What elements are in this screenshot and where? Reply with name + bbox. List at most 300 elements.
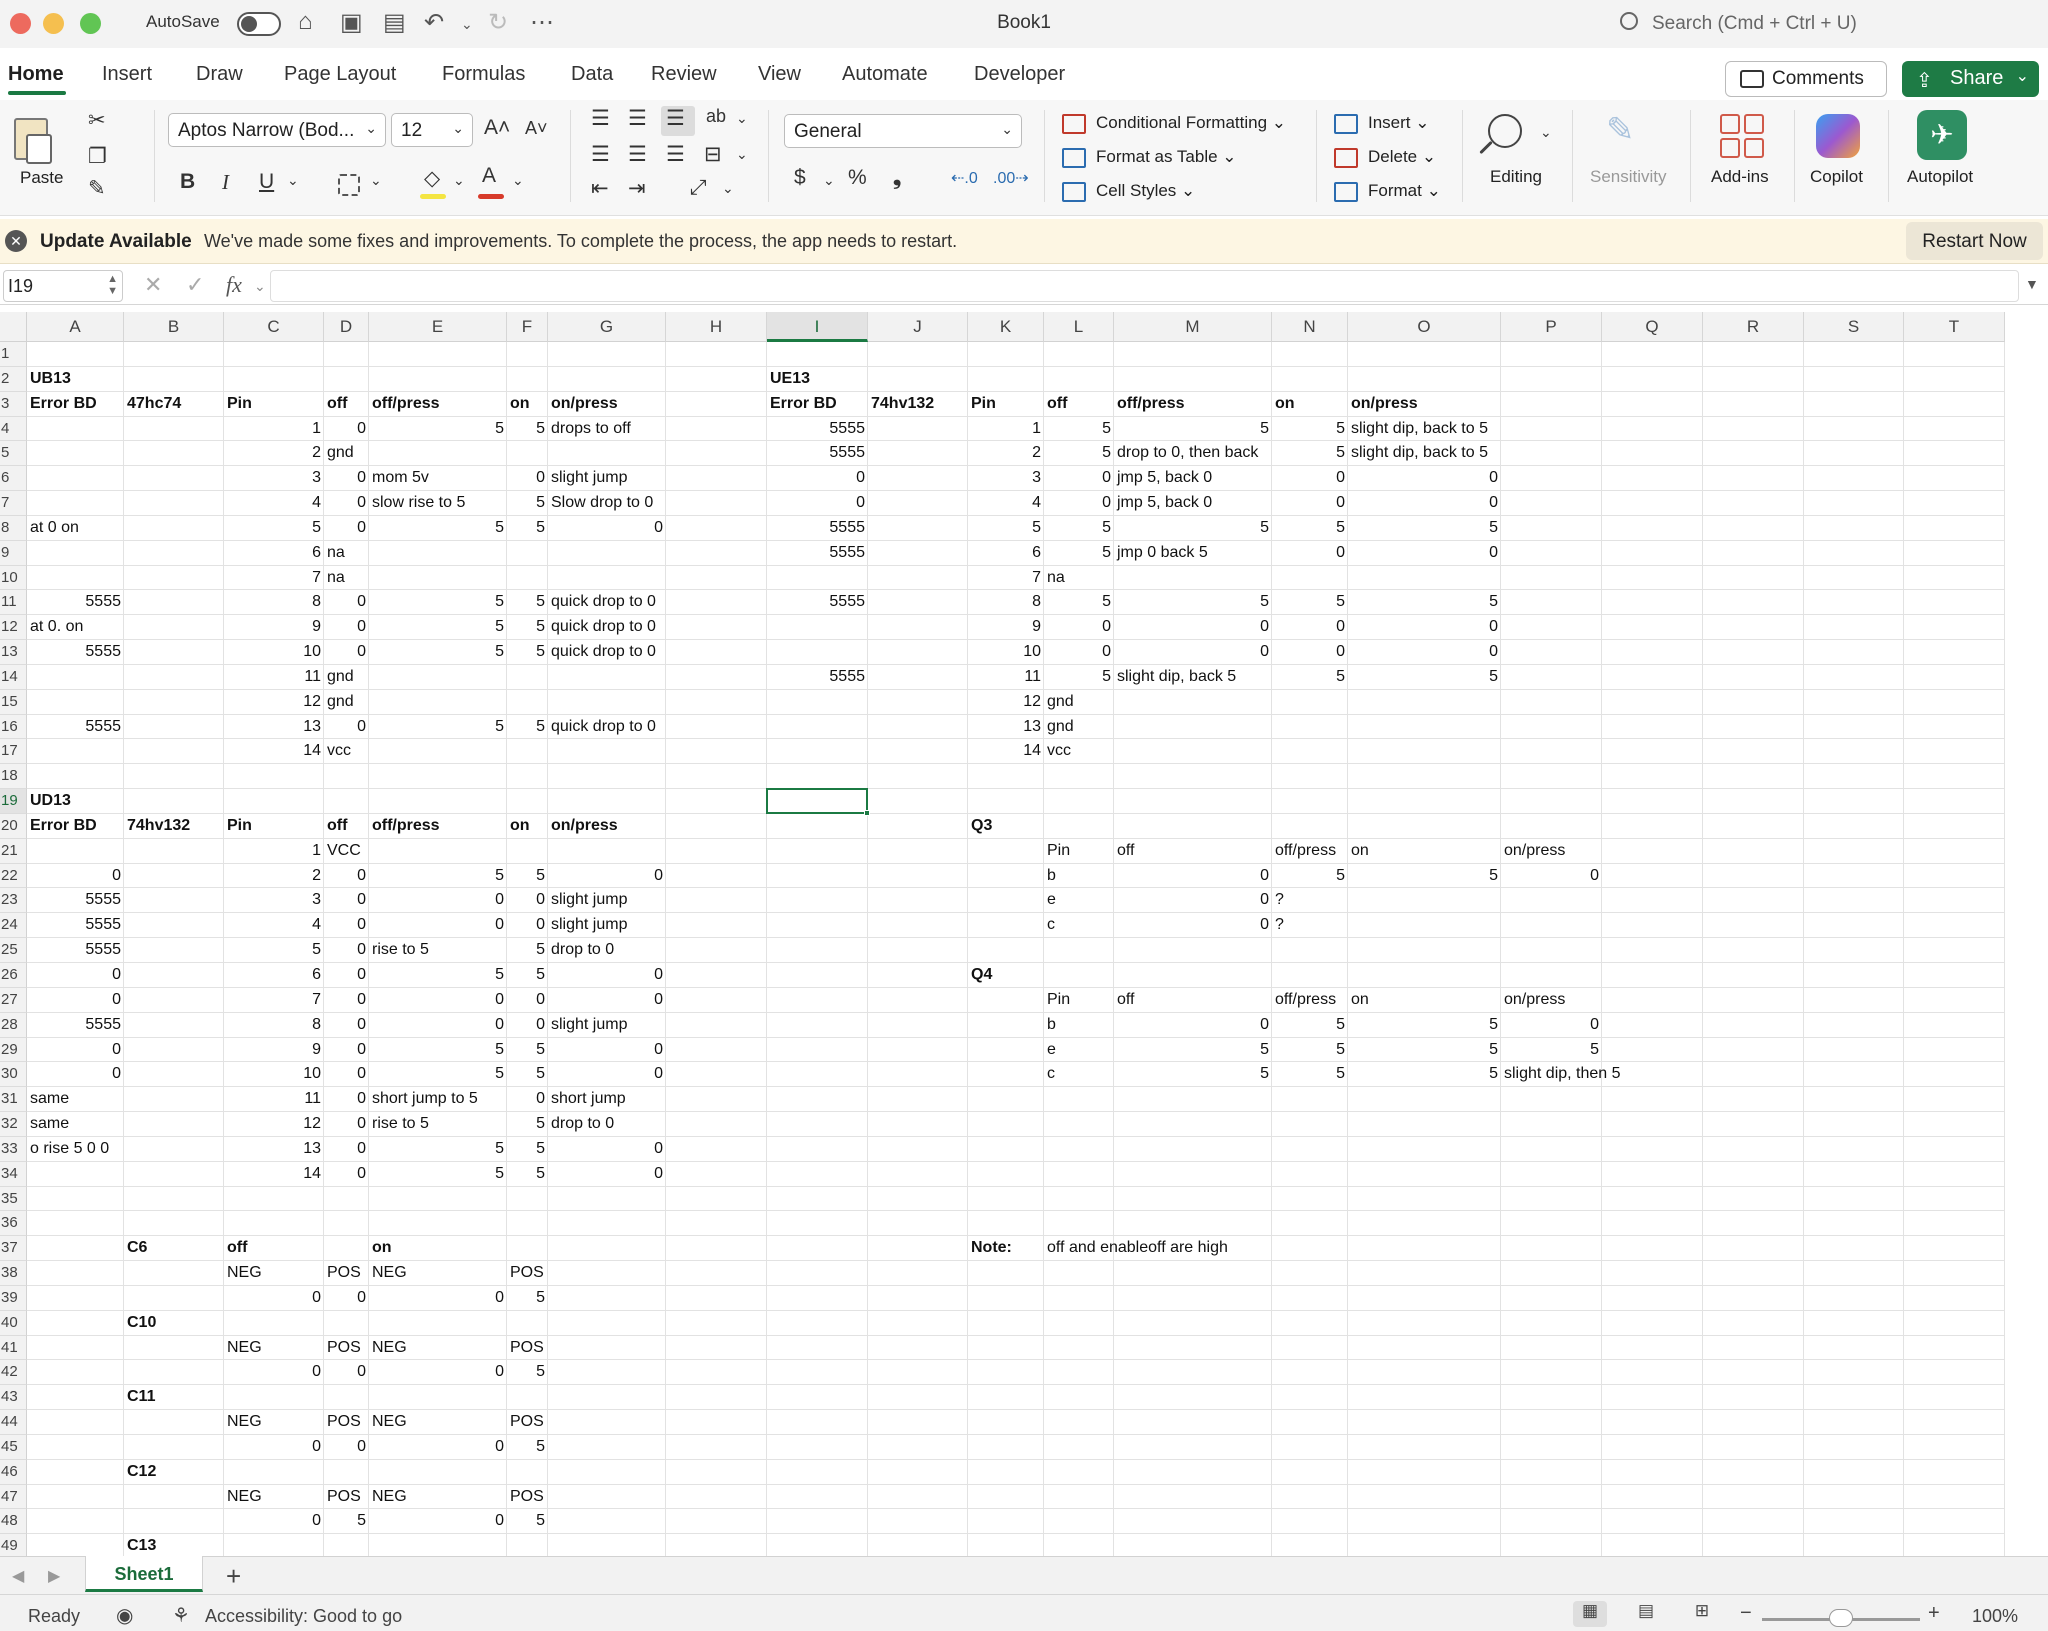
cell-k20[interactable]: Q3: [971, 816, 993, 834]
cell-d48[interactable]: 5: [357, 1512, 366, 1530]
cell-g8[interactable]: 0: [654, 518, 663, 536]
column-header-h[interactable]: H: [666, 312, 767, 342]
row-header-46[interactable]: 46: [0, 1460, 27, 1485]
cell-m5[interactable]: drop to 0, then back: [1117, 444, 1259, 462]
align-top-icon[interactable]: ☰: [591, 107, 610, 130]
cell-a23[interactable]: 5555: [85, 891, 121, 909]
borders-dropdown-chevron-icon[interactable]: ⌄: [370, 172, 382, 188]
row-header-32[interactable]: 32: [0, 1112, 27, 1137]
cell-c20[interactable]: Pin: [227, 816, 252, 834]
cell-n11[interactable]: 5: [1336, 593, 1345, 611]
cell-e48[interactable]: 0: [495, 1512, 504, 1530]
cell-i11[interactable]: 5555: [829, 593, 865, 611]
bold-button[interactable]: B: [180, 170, 196, 193]
cell-d10[interactable]: na: [327, 568, 345, 586]
row-header-9[interactable]: 9: [0, 541, 27, 566]
cell-f38[interactable]: POS: [510, 1264, 544, 1282]
cell-e26[interactable]: 5: [495, 966, 504, 983]
cell-e31[interactable]: short jump to 5: [372, 1090, 478, 1108]
cell-c5[interactable]: 2: [312, 444, 321, 462]
cell-f32[interactable]: 5: [536, 1115, 545, 1133]
spreadsheet-grid[interactable]: [0, 312, 2048, 1556]
cell-o29[interactable]: 5: [1489, 1040, 1498, 1058]
cell-d26[interactable]: 0: [357, 966, 366, 983]
cell-m22[interactable]: 0: [1260, 866, 1269, 884]
row-header-47[interactable]: 47: [0, 1485, 27, 1510]
column-header-p[interactable]: P: [1501, 312, 1602, 342]
cell-k26[interactable]: Q4: [971, 966, 993, 983]
cell-p22[interactable]: 0: [1590, 866, 1599, 884]
cell-c25[interactable]: 5: [312, 941, 321, 959]
cell-d14[interactable]: gnd: [327, 667, 354, 685]
cell-b46[interactable]: C12: [127, 1462, 157, 1480]
cell-i6[interactable]: 0: [856, 469, 865, 487]
cell-l8[interactable]: 5: [1102, 518, 1111, 536]
cell-g28[interactable]: slight jump: [551, 1015, 628, 1033]
cell-o12[interactable]: 0: [1489, 618, 1498, 636]
cell-n8[interactable]: 5: [1336, 518, 1345, 536]
row-header-23[interactable]: 23: [0, 888, 27, 913]
cell-e22[interactable]: 5: [495, 866, 504, 884]
row-header-24[interactable]: 24: [0, 913, 27, 938]
row-header-13[interactable]: 13: [0, 640, 27, 665]
close-notification-icon[interactable]: ✕: [5, 230, 27, 252]
cell-d23[interactable]: 0: [357, 891, 366, 909]
cell-n5[interactable]: 5: [1336, 444, 1345, 462]
cell-f47[interactable]: POS: [510, 1487, 544, 1505]
cell-a32[interactable]: same: [30, 1115, 70, 1133]
cell-o21[interactable]: on: [1351, 841, 1369, 859]
cell-g13[interactable]: quick drop to 0: [551, 643, 656, 661]
column-header-q[interactable]: Q: [1602, 312, 1703, 342]
cell-f12[interactable]: 5: [536, 618, 545, 636]
cell-d22[interactable]: 0: [357, 866, 366, 884]
search-input[interactable]: Search (Cmd + Ctrl + U): [1652, 13, 1857, 34]
cell-i14[interactable]: 5555: [829, 667, 865, 685]
cell-c6[interactable]: 3: [312, 469, 321, 487]
decrease-font-size-icon[interactable]: A˅: [525, 118, 548, 138]
cell-c26[interactable]: 6: [312, 966, 321, 983]
cell-d21[interactable]: VCC: [327, 841, 361, 859]
cell-d20[interactable]: off: [327, 816, 348, 834]
cell-l16[interactable]: gnd: [1047, 717, 1074, 735]
font-name-dropdown[interactable]: [168, 113, 386, 147]
cell-c23[interactable]: 3: [312, 891, 321, 909]
cell-o30[interactable]: 5: [1489, 1065, 1498, 1083]
cell-o7[interactable]: 0: [1489, 494, 1498, 512]
cell-g26[interactable]: 0: [654, 966, 663, 983]
cell-c34[interactable]: 14: [303, 1164, 321, 1182]
page-break-view-icon[interactable]: ⊞: [1694, 1601, 1710, 1620]
column-header-f[interactable]: F: [507, 312, 548, 342]
cell-m4[interactable]: 5: [1260, 419, 1269, 437]
conditional-formatting-button[interactable]: Conditional Formatting ⌄: [1062, 113, 1286, 133]
cell-c14[interactable]: 11: [304, 667, 321, 685]
row-header-37[interactable]: 37: [0, 1236, 27, 1261]
cell-d33[interactable]: 0: [357, 1139, 366, 1157]
insert-cells-button[interactable]: Insert ⌄: [1334, 113, 1430, 133]
cell-g29[interactable]: 0: [654, 1040, 663, 1058]
cancel-entry-icon[interactable]: ✕: [144, 272, 163, 297]
underline-button[interactable]: U: [259, 170, 275, 193]
cell-l3[interactable]: off: [1047, 394, 1068, 412]
column-header-a[interactable]: A: [27, 312, 124, 342]
cell-l30[interactable]: c: [1047, 1065, 1055, 1083]
cell-e33[interactable]: 5: [495, 1139, 504, 1157]
cell-k8[interactable]: 5: [1032, 518, 1041, 536]
cell-f45[interactable]: 5: [536, 1437, 545, 1455]
cell-p28[interactable]: 0: [1590, 1015, 1599, 1033]
cell-k14[interactable]: 11: [1024, 667, 1041, 685]
cell-k7[interactable]: 4: [1032, 494, 1041, 512]
cell-d31[interactable]: 0: [357, 1090, 366, 1108]
cell-g23[interactable]: slight jump: [551, 891, 628, 909]
cell-m27[interactable]: off: [1117, 990, 1135, 1008]
column-header-b[interactable]: B: [124, 312, 224, 342]
cell-b40[interactable]: C10: [127, 1313, 157, 1331]
cell-k12[interactable]: 9: [1032, 618, 1041, 636]
cell-g12[interactable]: quick drop to 0: [551, 618, 656, 636]
cell-g20[interactable]: on/press: [551, 816, 618, 834]
editing-label[interactable]: Editing: [1490, 167, 1542, 186]
cell-o14[interactable]: 5: [1489, 667, 1498, 685]
accessibility-status[interactable]: Accessibility: Good to go: [205, 1606, 403, 1626]
cell-e7[interactable]: slow rise to 5: [372, 494, 466, 512]
cell-c8[interactable]: 5: [312, 518, 321, 536]
cell-l29[interactable]: e: [1047, 1040, 1056, 1058]
cell-a27[interactable]: 0: [112, 990, 121, 1008]
cell-g27[interactable]: 0: [654, 990, 663, 1008]
cell-k5[interactable]: 2: [1032, 444, 1041, 462]
macro-record-icon[interactable]: ◉: [116, 1605, 134, 1627]
row-header-30[interactable]: 30: [0, 1062, 27, 1087]
cell-c11[interactable]: 8: [312, 593, 321, 611]
name-box[interactable]: [3, 270, 123, 302]
cell-c3[interactable]: Pin: [227, 394, 252, 412]
cell-f44[interactable]: POS: [510, 1413, 544, 1431]
cell-f30[interactable]: 5: [536, 1065, 545, 1083]
row-header-25[interactable]: 25: [0, 938, 27, 963]
orientation-dropdown-chevron-icon[interactable]: ⌄: [736, 110, 748, 126]
cell-a26[interactable]: 0: [112, 966, 121, 983]
cell-f16[interactable]: 5: [536, 717, 545, 735]
cell-p27[interactable]: on/press: [1504, 990, 1566, 1008]
fill-dropdown-chevron-icon[interactable]: ⌄: [453, 172, 465, 188]
merge-dropdown-chevron-icon[interactable]: ⌄: [722, 180, 734, 196]
cell-i7[interactable]: 0: [856, 494, 865, 512]
tab-data[interactable]: Data: [571, 63, 614, 85]
row-header-34[interactable]: 34: [0, 1162, 27, 1187]
cell-b20[interactable]: 74hv132: [127, 816, 191, 834]
cell-d41[interactable]: POS: [327, 1338, 361, 1356]
cell-l6[interactable]: 0: [1102, 469, 1111, 487]
formula-input[interactable]: [270, 270, 2019, 302]
cell-n4[interactable]: 5: [1336, 419, 1345, 437]
cell-c4[interactable]: 1: [312, 419, 321, 437]
row-header-2[interactable]: 2: [0, 367, 27, 392]
sheet-tab-sheet1[interactable]: Sheet1: [85, 1556, 203, 1592]
currency-button[interactable]: $: [794, 166, 806, 189]
cell-c9[interactable]: 6: [312, 543, 321, 561]
font-color-dropdown-chevron-icon[interactable]: ⌄: [512, 172, 524, 188]
currency-dropdown-chevron-icon[interactable]: ⌄: [823, 172, 835, 188]
cell-d15[interactable]: gnd: [327, 692, 354, 710]
share-button[interactable]: [1902, 61, 2039, 97]
align-right-icon[interactable]: ☰: [666, 143, 685, 166]
row-header-36[interactable]: 36: [0, 1211, 27, 1236]
cell-l21[interactable]: Pin: [1047, 841, 1071, 859]
align-middle-icon[interactable]: ☰: [628, 107, 647, 130]
row-header-48[interactable]: 48: [0, 1509, 27, 1534]
cell-i3[interactable]: Error BD: [770, 394, 837, 412]
cell-l5[interactable]: 5: [1102, 444, 1111, 462]
cell-m21[interactable]: off: [1117, 841, 1135, 859]
cell-l37[interactable]: off and enableoff are high: [1047, 1239, 1228, 1257]
cell-e24[interactable]: 0: [495, 916, 504, 934]
tab-review[interactable]: Review: [651, 63, 717, 85]
restart-now-button[interactable]: Restart Now: [1906, 222, 2043, 260]
column-header-s[interactable]: S: [1804, 312, 1904, 342]
cell-i8[interactable]: 5555: [829, 518, 865, 536]
cell-g6[interactable]: slight jump: [551, 469, 628, 487]
cell-k15[interactable]: 12: [1023, 692, 1041, 710]
cell-o9[interactable]: 0: [1489, 543, 1498, 561]
percent-button[interactable]: %: [848, 166, 867, 189]
add-ins-icon[interactable]: [1720, 114, 1740, 134]
cell-f3[interactable]: on: [510, 394, 530, 412]
confirm-entry-icon[interactable]: ✓: [186, 272, 205, 297]
copilot-icon[interactable]: [1816, 114, 1860, 158]
cell-c44[interactable]: NEG: [227, 1413, 262, 1431]
wrap-text-icon[interactable]: ⊟: [704, 143, 722, 166]
cell-a12[interactable]: at 0. on: [30, 618, 84, 636]
cell-d27[interactable]: 0: [357, 990, 366, 1008]
cell-f6[interactable]: 0: [536, 469, 545, 487]
paste-label[interactable]: Paste: [20, 168, 64, 187]
row-header-7[interactable]: 7: [0, 491, 27, 516]
row-header-43[interactable]: 43: [0, 1385, 27, 1410]
cell-l10[interactable]: na: [1047, 568, 1065, 586]
fill-color-icon[interactable]: ◇: [424, 167, 441, 190]
cell-d4[interactable]: 0: [357, 419, 366, 437]
cell-k6[interactable]: 3: [1032, 469, 1041, 487]
cell-e13[interactable]: 5: [495, 643, 504, 661]
cell-k10[interactable]: 7: [1032, 568, 1041, 586]
cell-n3[interactable]: on: [1275, 394, 1295, 412]
cell-l28[interactable]: b: [1047, 1015, 1056, 1033]
cell-e8[interactable]: 5: [495, 518, 504, 536]
cell-l9[interactable]: 5: [1102, 543, 1111, 561]
cell-g25[interactable]: drop to 0: [551, 941, 615, 959]
cell-o6[interactable]: 0: [1489, 469, 1498, 487]
tab-home[interactable]: Home: [8, 63, 64, 85]
cell-e45[interactable]: 0: [495, 1437, 504, 1455]
cell-f33[interactable]: 5: [536, 1139, 545, 1157]
cell-l7[interactable]: 0: [1102, 494, 1111, 512]
cell-d13[interactable]: 0: [357, 643, 366, 661]
cell-e11[interactable]: 5: [495, 593, 504, 611]
align-left-icon[interactable]: ☰: [591, 143, 610, 166]
cell-c16[interactable]: 13: [303, 717, 321, 735]
cell-m29[interactable]: 5: [1260, 1040, 1269, 1058]
cell-c48[interactable]: 0: [312, 1512, 321, 1530]
cell-i2[interactable]: UE13: [770, 369, 811, 387]
row-header-10[interactable]: 10: [0, 566, 27, 591]
cell-d17[interactable]: vcc: [327, 742, 351, 760]
cell-f34[interactable]: 5: [536, 1164, 545, 1182]
cell-n22[interactable]: 5: [1336, 866, 1345, 884]
row-header-28[interactable]: 28: [0, 1013, 27, 1038]
cell-g3[interactable]: on/press: [551, 394, 618, 412]
cell-a31[interactable]: same: [30, 1090, 70, 1108]
row-header-35[interactable]: 35: [0, 1187, 27, 1212]
row-header-12[interactable]: 12: [0, 615, 27, 640]
cell-b37[interactable]: C6: [127, 1239, 148, 1257]
cell-e16[interactable]: 5: [495, 717, 504, 735]
cell-l14[interactable]: 5: [1102, 667, 1111, 685]
row-header-11[interactable]: 11: [0, 590, 27, 615]
cell-a3[interactable]: Error BD: [30, 394, 97, 412]
row-header-15[interactable]: 15: [0, 690, 27, 715]
cell-d47[interactable]: POS: [327, 1487, 361, 1505]
insert-function-button[interactable]: fx: [226, 272, 242, 297]
italic-button[interactable]: I: [222, 170, 229, 194]
cell-k11[interactable]: 8: [1032, 593, 1041, 611]
cell-e32[interactable]: rise to 5: [372, 1115, 429, 1133]
format-as-table-button[interactable]: Format as Table ⌄: [1062, 147, 1237, 167]
tab-developer[interactable]: Developer: [974, 63, 1066, 85]
row-header-16[interactable]: 16: [0, 715, 27, 740]
delete-cells-button[interactable]: Delete ⌄: [1334, 147, 1436, 167]
cell-f13[interactable]: 5: [536, 643, 545, 661]
cell-c33[interactable]: 13: [303, 1139, 321, 1157]
cell-c7[interactable]: 4: [312, 494, 321, 512]
cell-f41[interactable]: POS: [510, 1338, 544, 1356]
cell-b49[interactable]: C13: [127, 1537, 157, 1555]
row-header-21[interactable]: 21: [0, 839, 27, 864]
cell-c15[interactable]: 12: [303, 692, 321, 710]
copy-icon[interactable]: ❐: [88, 145, 107, 168]
row-header-44[interactable]: 44: [0, 1410, 27, 1435]
column-header-t[interactable]: T: [1904, 312, 2005, 342]
column-header-n[interactable]: N: [1272, 312, 1348, 342]
cell-e37[interactable]: on: [372, 1239, 392, 1257]
cell-k17[interactable]: 14: [1023, 742, 1041, 760]
row-header-31[interactable]: 31: [0, 1087, 27, 1112]
cell-f4[interactable]: 5: [536, 419, 545, 437]
row-header-29[interactable]: 29: [0, 1038, 27, 1063]
cell-d28[interactable]: 0: [357, 1015, 366, 1033]
cell-e29[interactable]: 5: [495, 1040, 504, 1058]
increase-decimal-icon[interactable]: ⇠.0: [951, 170, 978, 187]
zoom-level[interactable]: 100%: [1972, 1606, 2019, 1626]
cell-g31[interactable]: short jump: [551, 1090, 626, 1108]
cell-g33[interactable]: 0: [654, 1139, 663, 1157]
cell-l17[interactable]: vcc: [1047, 742, 1071, 760]
cell-n14[interactable]: 5: [1336, 667, 1345, 685]
align-bottom-icon[interactable]: ☰: [666, 107, 685, 130]
tab-automate[interactable]: Automate: [842, 63, 928, 85]
cell-m24[interactable]: 0: [1260, 916, 1269, 934]
undo-icon[interactable]: ↶: [424, 9, 445, 36]
normal-view-icon[interactable]: ▦: [1573, 1601, 1607, 1627]
row-header-42[interactable]: 42: [0, 1360, 27, 1385]
cell-c28[interactable]: 8: [312, 1015, 321, 1033]
cell-f28[interactable]: 0: [536, 1015, 545, 1033]
previous-sheet-icon[interactable]: ◀: [12, 1568, 25, 1585]
name-box-stepper-icon[interactable]: ▲ ▼: [107, 273, 118, 297]
row-header-38[interactable]: 38: [0, 1261, 27, 1286]
cell-n12[interactable]: 0: [1336, 618, 1345, 636]
cell-c29[interactable]: 9: [312, 1040, 321, 1058]
add-ins-label[interactable]: Add-ins: [1711, 167, 1769, 186]
column-header-g[interactable]: G: [548, 312, 666, 342]
cell-a24[interactable]: 5555: [85, 916, 121, 934]
cell-a22[interactable]: 0: [112, 866, 121, 884]
cell-m12[interactable]: 0: [1260, 618, 1269, 636]
cell-f20[interactable]: on: [510, 816, 530, 834]
cell-g34[interactable]: 0: [654, 1164, 663, 1182]
cell-e30[interactable]: 5: [495, 1065, 504, 1083]
editing-dropdown-chevron-icon[interactable]: ⌄: [1540, 124, 1552, 140]
cell-a28[interactable]: 5555: [85, 1015, 121, 1033]
cell-k37[interactable]: Note:: [971, 1239, 1012, 1257]
cell-c22[interactable]: 2: [312, 866, 321, 884]
cell-g7[interactable]: Slow drop to 0: [551, 494, 654, 512]
cell-d38[interactable]: POS: [327, 1264, 361, 1282]
cell-c30[interactable]: 10: [303, 1065, 321, 1083]
cell-g22[interactable]: 0: [654, 866, 663, 884]
cell-k3[interactable]: Pin: [971, 394, 996, 412]
cell-e25[interactable]: rise to 5: [372, 941, 429, 959]
row-header-14[interactable]: 14: [0, 665, 27, 690]
column-header-d[interactable]: D: [324, 312, 369, 342]
cell-d12[interactable]: 0: [357, 618, 366, 636]
cell-g4[interactable]: drops to off: [551, 419, 631, 437]
row-header-1[interactable]: 1: [0, 342, 27, 367]
column-header-l[interactable]: L: [1044, 312, 1114, 342]
row-header-19[interactable]: 19: [0, 789, 27, 814]
cell-i9[interactable]: 5555: [829, 543, 865, 561]
format-painter-icon[interactable]: ✎: [88, 177, 106, 200]
row-header-39[interactable]: 39: [0, 1286, 27, 1311]
column-header-m[interactable]: M: [1114, 312, 1272, 342]
cell-e4[interactable]: 5: [495, 419, 504, 437]
cell-n24[interactable]: ?: [1275, 916, 1284, 934]
cell-n13[interactable]: 0: [1336, 643, 1345, 661]
cell-n9[interactable]: 0: [1336, 543, 1345, 561]
cell-c17[interactable]: 14: [303, 742, 321, 760]
cell-p30[interactable]: slight dip, then 5: [1504, 1065, 1621, 1083]
cell-n30[interactable]: 5: [1336, 1065, 1345, 1083]
cell-c24[interactable]: 4: [312, 916, 321, 934]
number-format-dropdown[interactable]: [784, 114, 1022, 148]
comma-style-button[interactable]: ❟: [893, 166, 902, 189]
cell-m11[interactable]: 5: [1260, 593, 1269, 611]
cell-m8[interactable]: 5: [1260, 518, 1269, 536]
orientation-icon[interactable]: ab: [706, 106, 727, 126]
cell-b43[interactable]: C11: [127, 1388, 156, 1406]
cell-d34[interactable]: 0: [357, 1164, 366, 1182]
row-header-33[interactable]: 33: [0, 1137, 27, 1162]
cell-n28[interactable]: 5: [1336, 1015, 1345, 1033]
wrap-dropdown-chevron-icon[interactable]: ⌄: [736, 146, 748, 162]
row-header-26[interactable]: 26: [0, 963, 27, 988]
cell-e41[interactable]: NEG: [372, 1338, 407, 1356]
undo-dropdown-chevron-icon[interactable]: ⌄: [461, 16, 473, 32]
zoom-out-icon[interactable]: −: [1740, 1602, 1752, 1624]
row-header-4[interactable]: 4: [0, 417, 27, 442]
